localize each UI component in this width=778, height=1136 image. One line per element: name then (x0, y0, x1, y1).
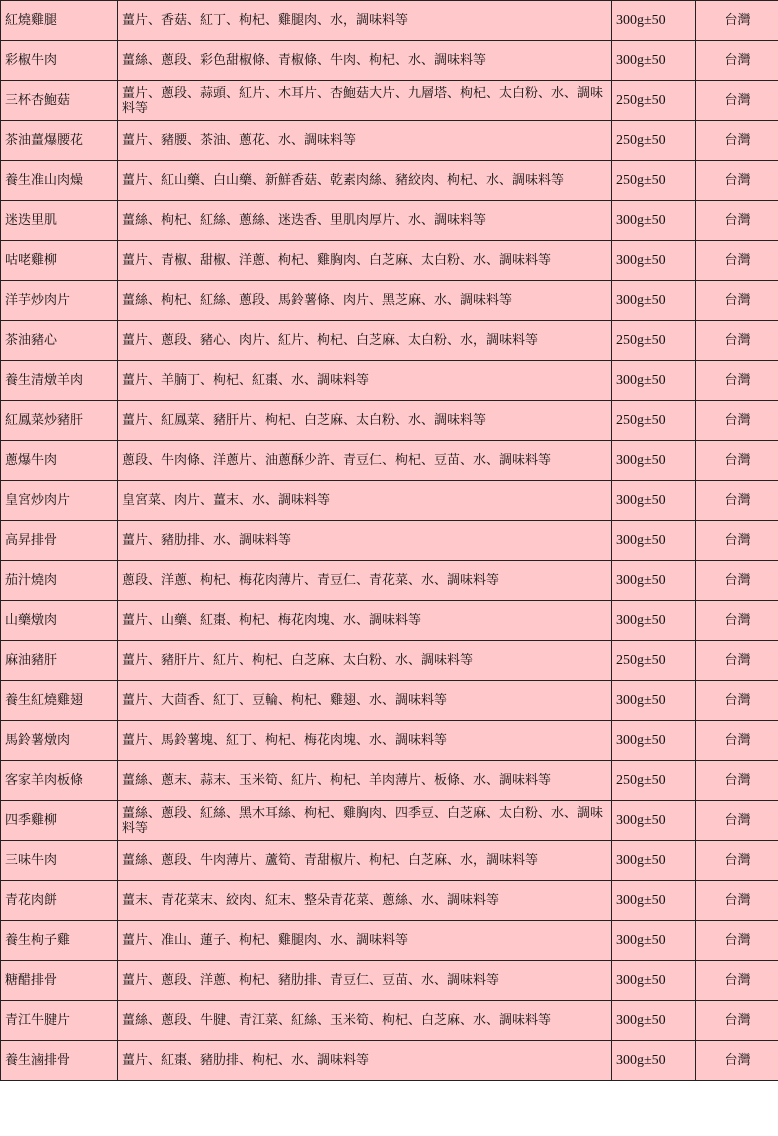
weight-cell: 300g±50 (612, 201, 696, 241)
table-row (1, 1041, 778, 1081)
ingredients-cell: 薑片、准山、蓮子、枸杞、雞腿肉、水、調味料等 (118, 921, 612, 961)
weight-cell: 300g±50 (612, 41, 696, 81)
weight-cell: 300g±50 (612, 361, 696, 401)
table-row (1, 601, 778, 641)
origin-cell: 台灣 (696, 121, 778, 161)
dish-name-cell: 青花肉餅 (1, 881, 118, 921)
origin-cell: 台灣 (696, 201, 778, 241)
ingredients-cell: 薑絲、蔥段、牛肉薄片、蘆筍、青甜椒片、枸杞、白芝麻、水，調味料等 (118, 841, 612, 881)
table-row (1, 841, 778, 881)
table-row (1, 161, 778, 201)
weight-cell: 300g±50 (612, 721, 696, 761)
weight-cell: 300g±50 (612, 521, 696, 561)
ingredients-cell: 薑片、紅鳳菜、豬肝片、枸杞、白芝麻、太白粉、水、調味料等 (118, 401, 612, 441)
origin-cell: 台灣 (696, 441, 778, 481)
dish-name-cell: 山藥燉肉 (1, 601, 118, 641)
dish-name-cell: 三杯杏鮑菇 (1, 81, 118, 121)
ingredients-cell: 薑末、青花菜末、絞肉、紅末、整朵青花菜、蔥絲、水、調味料等 (118, 881, 612, 921)
origin-cell: 台灣 (696, 841, 778, 881)
weight-cell: 250g±50 (612, 761, 696, 801)
table-row (1, 481, 778, 521)
origin-cell: 台灣 (696, 521, 778, 561)
weight-cell: 300g±50 (612, 601, 696, 641)
weight-cell: 300g±50 (612, 561, 696, 601)
origin-cell: 台灣 (696, 161, 778, 201)
origin-cell: 台灣 (696, 401, 778, 441)
weight-cell: 300g±50 (612, 961, 696, 1001)
origin-cell: 台灣 (696, 761, 778, 801)
weight-cell: 300g±50 (612, 481, 696, 521)
ingredients-cell: 薑片、豬腰、茶油、蔥花、水、調味料等 (118, 121, 612, 161)
dish-name-cell: 麻油豬肝 (1, 641, 118, 681)
weight-cell: 250g±50 (612, 641, 696, 681)
ingredients-cell: 薑片、豬肝片、紅片、枸杞、白芝麻、太白粉、水、調味料等 (118, 641, 612, 681)
ingredients-cell: 蔥段、牛肉條、洋蔥片、油蔥酥少許、青豆仁、枸杞、豆苗、水、調味料等 (118, 441, 612, 481)
table-row (1, 321, 778, 361)
dish-name-cell: 客家羊肉板條 (1, 761, 118, 801)
dish-name-cell: 糖醋排骨 (1, 961, 118, 1001)
ingredients-cell: 薑片、蔥段、洋蔥、枸杞、豬肋排、青豆仁、豆苗、水、調味料等 (118, 961, 612, 1001)
dish-name-cell: 洋芋炒肉片 (1, 281, 118, 321)
origin-cell: 台灣 (696, 321, 778, 361)
ingredients-cell: 薑片、紅棗、豬肋排、枸杞、水、調味料等 (118, 1041, 612, 1081)
ingredients-cell: 薑絲、枸杞、紅絲、蔥絲、迷迭香、里肌肉厚片、水、調味料等 (118, 201, 612, 241)
dish-name-cell: 馬鈴薯燉肉 (1, 721, 118, 761)
ingredients-cell: 薑片、青椒、甜椒、洋蔥、枸杞、雞胸肉、白芝麻、太白粉、水、調味料等 (118, 241, 612, 281)
dish-name-cell: 茶油豬心 (1, 321, 118, 361)
ingredients-cell: 薑片、紅山藥、白山藥、新鮮香菇、乾素肉絲、豬絞肉、枸杞、水、調味料等 (118, 161, 612, 201)
origin-cell: 台灣 (696, 961, 778, 1001)
ingredients-cell: 薑片、羊腩丁、枸杞、紅棗、水、調味料等 (118, 361, 612, 401)
table-row (1, 921, 778, 961)
table-row (1, 241, 778, 281)
weight-cell: 250g±50 (612, 401, 696, 441)
table-row (1, 1001, 778, 1041)
ingredients-cell: 薑片、山藥、紅棗、枸杞、梅花肉塊、水、調味料等 (118, 601, 612, 641)
weight-cell: 300g±50 (612, 921, 696, 961)
origin-cell: 台灣 (696, 881, 778, 921)
dish-name-cell: 茄汁燒肉 (1, 561, 118, 601)
origin-cell: 台灣 (696, 81, 778, 121)
weight-cell: 300g±50 (612, 1001, 696, 1041)
table-row (1, 801, 778, 841)
ingredients-cell: 薑絲、蔥段、牛腱、青江菜、紅絲、玉米筍、枸杞、白芝麻、水、調味料等 (118, 1001, 612, 1041)
origin-cell: 台灣 (696, 41, 778, 81)
ingredients-cell: 皇宮菜、肉片、薑末、水、調味料等 (118, 481, 612, 521)
table-row (1, 361, 778, 401)
weight-cell: 300g±50 (612, 1, 696, 41)
dish-name-cell: 茶油薑爆腰花 (1, 121, 118, 161)
table-row (1, 521, 778, 561)
ingredients-cell: 薑片、豬肋排、水、調味料等 (118, 521, 612, 561)
origin-cell: 台灣 (696, 1001, 778, 1041)
origin-cell: 台灣 (696, 361, 778, 401)
weight-cell: 250g±50 (612, 81, 696, 121)
dish-name-cell: 紅鳳菜炒豬肝 (1, 401, 118, 441)
dish-name-cell: 養生清燉羊肉 (1, 361, 118, 401)
origin-cell: 台灣 (696, 561, 778, 601)
table-row (1, 961, 778, 1001)
ingredients-cell: 薑片、蔥段、豬心、肉片、紅片、枸杞、白芝麻、太白粉、水，調味料等 (118, 321, 612, 361)
origin-cell: 台灣 (696, 1, 778, 41)
dish-name-cell: 咕咾雞柳 (1, 241, 118, 281)
table-row (1, 681, 778, 721)
table-row (1, 561, 778, 601)
ingredients-cell: 薑片、馬鈴薯塊、紅丁、枸杞、梅花肉塊、水、調味料等 (118, 721, 612, 761)
ingredients-cell: 薑絲、枸杞、紅絲、蔥段、馬鈴薯條、肉片、黑芝麻、水、調味料等 (118, 281, 612, 321)
table-row (1, 41, 778, 81)
weight-cell: 300g±50 (612, 841, 696, 881)
origin-cell: 台灣 (696, 721, 778, 761)
table-row (1, 401, 778, 441)
ingredients-cell: 薑片、香菇、紅丁、枸杞、雞腿肉、水，調味料等 (118, 1, 612, 41)
origin-cell: 台灣 (696, 241, 778, 281)
origin-cell: 台灣 (696, 1041, 778, 1081)
weight-cell: 250g±50 (612, 121, 696, 161)
origin-cell: 台灣 (696, 641, 778, 681)
dish-name-cell: 高昇排骨 (1, 521, 118, 561)
weight-cell: 300g±50 (612, 281, 696, 321)
dish-name-cell: 皇宮炒肉片 (1, 481, 118, 521)
ingredients-cell: 薑片、蔥段、蒜頭、紅片、木耳片、杏鮑菇大片、九層塔、枸杞、太白粉、水、調味料等 (118, 81, 612, 121)
ingredients-cell: 薑絲、蔥段、紅絲、黑木耳絲、枸杞、雞胸肉、四季豆、白芝麻、太白粉、水、調味料等 (118, 801, 612, 841)
origin-cell: 台灣 (696, 801, 778, 841)
dish-name-cell: 養生滷排骨 (1, 1041, 118, 1081)
dish-name-cell: 紅燒雞腿 (1, 1, 118, 41)
origin-cell: 台灣 (696, 481, 778, 521)
origin-cell: 台灣 (696, 281, 778, 321)
table-row (1, 881, 778, 921)
weight-cell: 300g±50 (612, 441, 696, 481)
dish-name-cell: 三味牛肉 (1, 841, 118, 881)
table-row (1, 81, 778, 121)
dish-name-cell: 彩椒牛肉 (1, 41, 118, 81)
table-row (1, 441, 778, 481)
weight-cell: 300g±50 (612, 1041, 696, 1081)
table-row (1, 641, 778, 681)
dish-name-cell: 青江牛腱片 (1, 1001, 118, 1041)
table-row (1, 121, 778, 161)
table-row (1, 721, 778, 761)
dish-name-cell: 迷迭里肌 (1, 201, 118, 241)
origin-cell: 台灣 (696, 681, 778, 721)
origin-cell: 台灣 (696, 921, 778, 961)
ingredients-cell: 薑絲、蔥段、彩色甜椒條、青椒條、牛肉、枸杞、水、調味料等 (118, 41, 612, 81)
ingredients-cell: 薑片、大茴香、紅丁、豆輪、枸杞、雞翅、水、調味料等 (118, 681, 612, 721)
weight-cell: 250g±50 (612, 161, 696, 201)
weight-cell: 300g±50 (612, 241, 696, 281)
weight-cell: 300g±50 (612, 881, 696, 921)
table-row (1, 201, 778, 241)
dish-name-cell: 養生准山肉燥 (1, 161, 118, 201)
ingredients-cell: 薑絲、蔥末、蒜末、玉米筍、紅片、枸杞、羊肉薄片、板條、水、調味料等 (118, 761, 612, 801)
dish-name-cell: 養生枸子雞 (1, 921, 118, 961)
dish-name-cell: 四季雞柳 (1, 801, 118, 841)
weight-cell: 300g±50 (612, 801, 696, 841)
table-row (1, 281, 778, 321)
menu-table-body (1, 1, 778, 1081)
weight-cell: 300g±50 (612, 681, 696, 721)
origin-cell: 台灣 (696, 601, 778, 641)
dish-name-cell: 養生紅燒雞翅 (1, 681, 118, 721)
weight-cell: 250g±50 (612, 321, 696, 361)
dish-name-cell: 蔥爆牛肉 (1, 441, 118, 481)
table-row (1, 1, 778, 41)
ingredients-cell: 蔥段、洋蔥、枸杞、梅花肉薄片、青豆仁、青花菜、水、調味料等 (118, 561, 612, 601)
table-row (1, 761, 778, 801)
